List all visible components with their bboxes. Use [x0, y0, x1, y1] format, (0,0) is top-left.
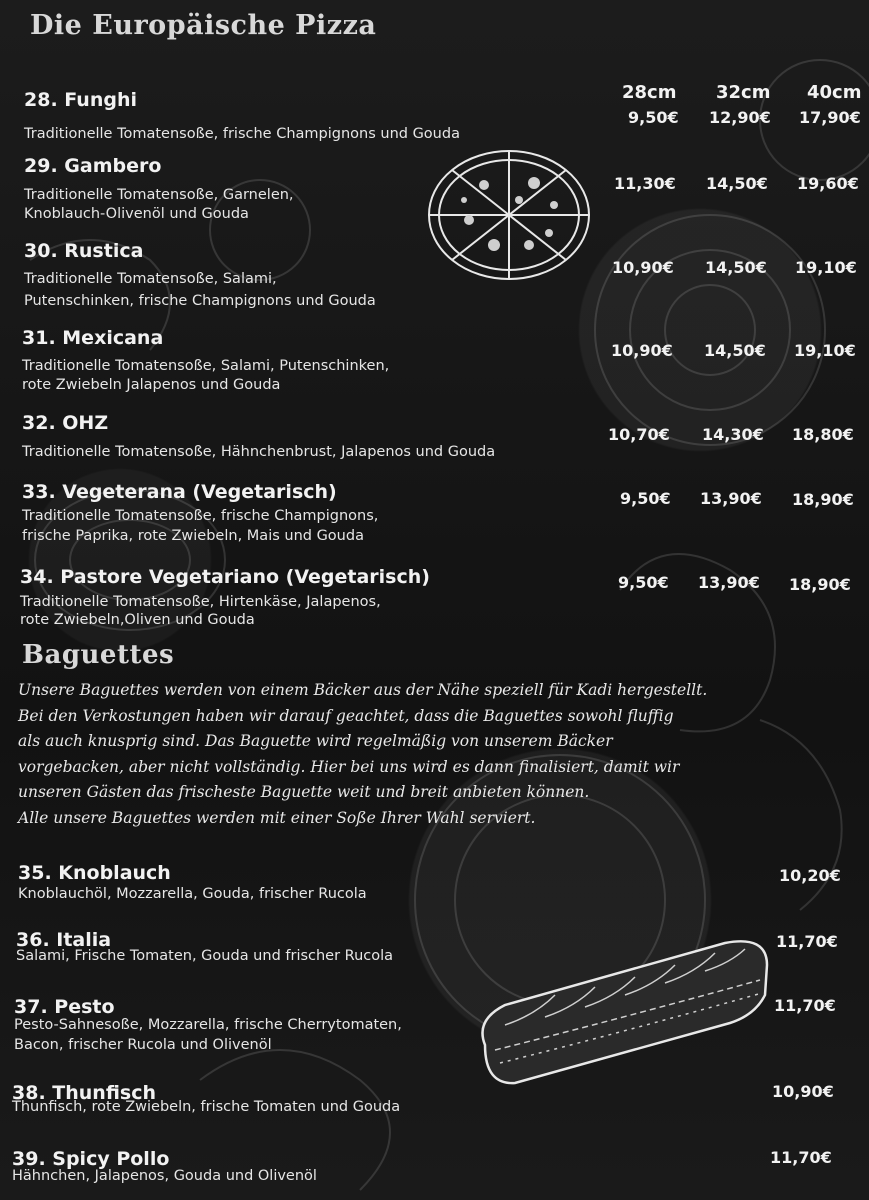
baguette-price: 10,90€	[772, 1082, 834, 1101]
baguette-name: 37. Pesto	[14, 996, 115, 1018]
pizza-desc: Traditionelle Tomatensoße, frische Champignons und Gouda	[24, 126, 460, 142]
baguette-illustration-icon	[475, 935, 775, 1085]
pizza-price-40cm: 17,90€	[799, 108, 861, 127]
pizza-price-40cm: 19,10€	[795, 258, 857, 277]
baguette-name: 38. Thunfisch	[12, 1082, 156, 1104]
pizza-desc: frische Paprika, rote Zwiebeln, Mais und Gouda	[22, 528, 364, 544]
pizza-price-32cm: 13,90€	[700, 489, 762, 508]
pizza-name: 32. OHZ	[22, 412, 109, 434]
pizza-price-28cm: 10,90€	[612, 258, 674, 277]
baguette-section-title: Baguettes	[22, 640, 175, 670]
pizza-price-32cm: 12,90€	[709, 108, 771, 127]
pizza-desc: Knoblauch-Olivenöl und Gouda	[24, 206, 249, 222]
pizza-desc: Traditionelle Tomatensoße, frische Champignons,	[22, 508, 379, 524]
pizza-price-32cm: 14,30€	[702, 425, 764, 444]
pizza-price-32cm: 14,50€	[706, 174, 768, 193]
baguette-desc: Salami, Frische Tomaten, Gouda und frischer Rucola	[16, 948, 394, 964]
size-header-40cm: 40cm	[807, 82, 862, 103]
pizza-price-32cm: 14,50€	[705, 258, 767, 277]
pizza-price-40cm: 18,90€	[789, 575, 851, 594]
size-header-28cm: 28cm	[622, 82, 677, 103]
baguette-name: 39. Spicy Pollo	[12, 1148, 170, 1170]
baguette-desc: Thunfisch, rote Zwiebeln, frische Tomaten und Gouda	[12, 1099, 401, 1115]
pizza-desc: Traditionelle Tomatensoße, Salami, Putenschinken,	[22, 358, 390, 374]
baguette-desc: Bacon, frischer Rucola und Olivenöl	[14, 1037, 272, 1053]
pizza-name: 31. Mexicana	[22, 327, 164, 349]
pizza-name: 29. Gambero	[24, 155, 162, 177]
pizza-price-40cm: 18,80€	[792, 425, 854, 444]
baguette-desc: Hähnchen, Jalapenos, Gouda und Olivenöl	[12, 1168, 317, 1184]
baguette-price: 11,70€	[770, 1148, 832, 1167]
pizza-desc: Traditionelle Tomatensoße, Hähnchenbrust, Jalapenos und Gouda	[22, 444, 496, 460]
pizza-name: 30. Rustica	[24, 240, 144, 262]
baguette-desc: Pesto-Sahnesoße, Mozzarella, frische Cherrytomaten,	[14, 1017, 402, 1033]
baguette-price: 10,20€	[779, 866, 841, 885]
baguette-name: 35. Knoblauch	[18, 862, 171, 884]
pizza-price-28cm: 9,50€	[628, 108, 679, 127]
baguette-intro-text: Unsere Baguettes werden von einem Bäcker aus der Nähe speziell für Kadi hergestellt. Bei den Verkostungen haben wir darauf geachtet, dass die Baguettes sowohl fluffig als auch knusprig sind. Das Baguette wird regelmäßig von unserem Bäcker vorgebacken, aber nicht vollständig. Hier bei uns wird es dann finalisiert, damit wir unseren Gästen das frischeste Baguette weit und breit anbieten können. Alle unsere Baguettes werden mit einer Soße Ihrer Wahl serviert.	[18, 681, 708, 827]
pizza-price-28cm: 10,90€	[611, 341, 673, 360]
pizza-price-40cm: 18,90€	[792, 490, 854, 509]
pizza-desc: Putenschinken, frische Champignons und Gouda	[24, 293, 376, 309]
pizza-name: 34. Pastore Vegetariano (Vegetarisch)	[20, 566, 430, 588]
pizza-price-28cm: 10,70€	[608, 425, 670, 444]
pizza-price-28cm: 11,30€	[614, 174, 676, 193]
pizza-price-32cm: 13,90€	[698, 573, 760, 592]
pizza-desc: rote Zwiebeln,Oliven und Gouda	[20, 612, 255, 628]
pizza-desc: rote Zwiebeln Jalapenos und Gouda	[22, 377, 281, 393]
pizza-price-32cm: 14,50€	[704, 341, 766, 360]
pizza-section-title: Die Europäische Pizza	[30, 10, 377, 41]
pizza-price-40cm: 19,10€	[794, 341, 856, 360]
pizza-desc: Traditionelle Tomatensoße, Hirtenkäse, Jalapenos,	[20, 594, 381, 610]
baguette-price: 11,70€	[774, 996, 836, 1015]
pizza-desc: Traditionelle Tomatensoße, Salami,	[24, 271, 277, 287]
pizza-name: 28. Funghi	[24, 89, 137, 111]
pizza-name: 33. Vegeterana (Vegetarisch)	[22, 481, 337, 503]
baguette-desc: Knoblauchöl, Mozzarella, Gouda, frischer Rucola	[18, 886, 367, 902]
baguette-name: 36. Italia	[16, 929, 112, 951]
pizza-price-28cm: 9,50€	[618, 573, 669, 592]
pizza-desc: Traditionelle Tomatensoße, Garnelen,	[24, 187, 294, 203]
size-header-32cm: 32cm	[716, 82, 771, 103]
pizza-price-28cm: 9,50€	[620, 489, 671, 508]
baguette-price: 11,70€	[776, 932, 838, 951]
pizza-illustration-icon	[424, 145, 594, 285]
pizza-price-40cm: 19,60€	[797, 174, 859, 193]
